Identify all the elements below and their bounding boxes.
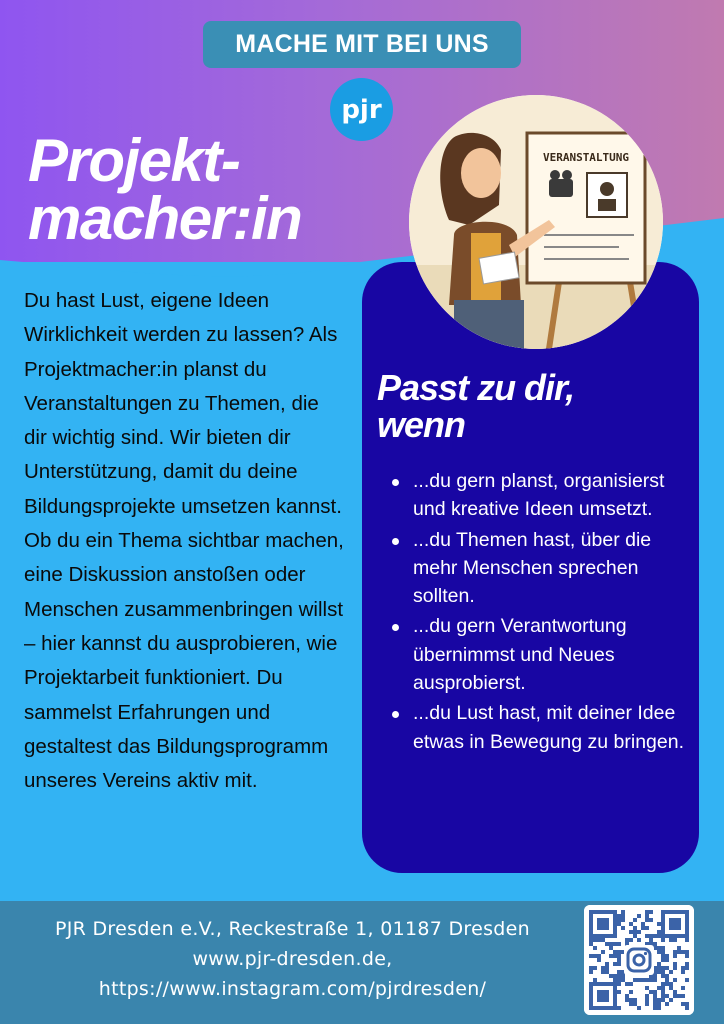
footer-website-link[interactable]: www.pjr-dresden.de, [192, 948, 393, 970]
instagram-icon [624, 945, 654, 975]
card-title-line-2: wenn [377, 404, 466, 445]
card-title-line-1: Passt zu dir, [377, 367, 575, 408]
sign-text: VERANSTALTUNG [542, 151, 630, 164]
list-item: ...du gern Verantwortung übernimmst und Neues ausprobierst. [388, 612, 688, 697]
list-item: ...du Lust hast, mit deiner Idee etwas in Bewegung zu bringen. [388, 699, 688, 756]
page-title [28, 127, 388, 252]
pjr-logo-icon: pjr [330, 78, 393, 141]
title-line-2: macher:in [28, 185, 302, 252]
presenter-illustration [409, 95, 663, 349]
intro-paragraph-2: Ob du ein Thema sichtbar machen, eine Diskussion anstoßen oder Menschen zusammenbringen willst – hier kannst du ausprobieren, wie Projektarbeit funktioniert. Du sammelst Erfahrungen und gestaltest das Bildungsprogramm unseres Vereins aktiv mit. [24, 529, 344, 793]
join-us-tag: MACHE MIT BEI UNS [203, 21, 521, 68]
list-item: ...du Themen hast, über die mehr Menschen sprechen sollten. [388, 526, 688, 611]
qr-code-icon[interactable] [584, 905, 694, 1015]
intro-text [24, 284, 346, 798]
list-item: ...du gern planst, organisierst und kreative Ideen umsetzt. [388, 467, 688, 524]
fit-list [388, 467, 688, 758]
footer-instagram-link[interactable]: https://www.instagram.com/pjrdresden/ [98, 978, 487, 1000]
footer-address: PJR Dresden e.V., Reckestraße 1, 01187 Dresden [55, 918, 530, 940]
intro-paragraph-1: Du hast Lust, eigene Ideen Wirklichkeit werden zu lassen? Als Projektmacher:in planst du Veranstaltungen zu Themen, die dir wichtig sind. Wir bieten dir Unterstützung, damit du deine Bildungsprojekte umsetzen kannst. [24, 289, 342, 518]
title-line-1: Projekt- [28, 127, 240, 194]
footer-contact [40, 914, 545, 1004]
card-title [377, 369, 677, 443]
